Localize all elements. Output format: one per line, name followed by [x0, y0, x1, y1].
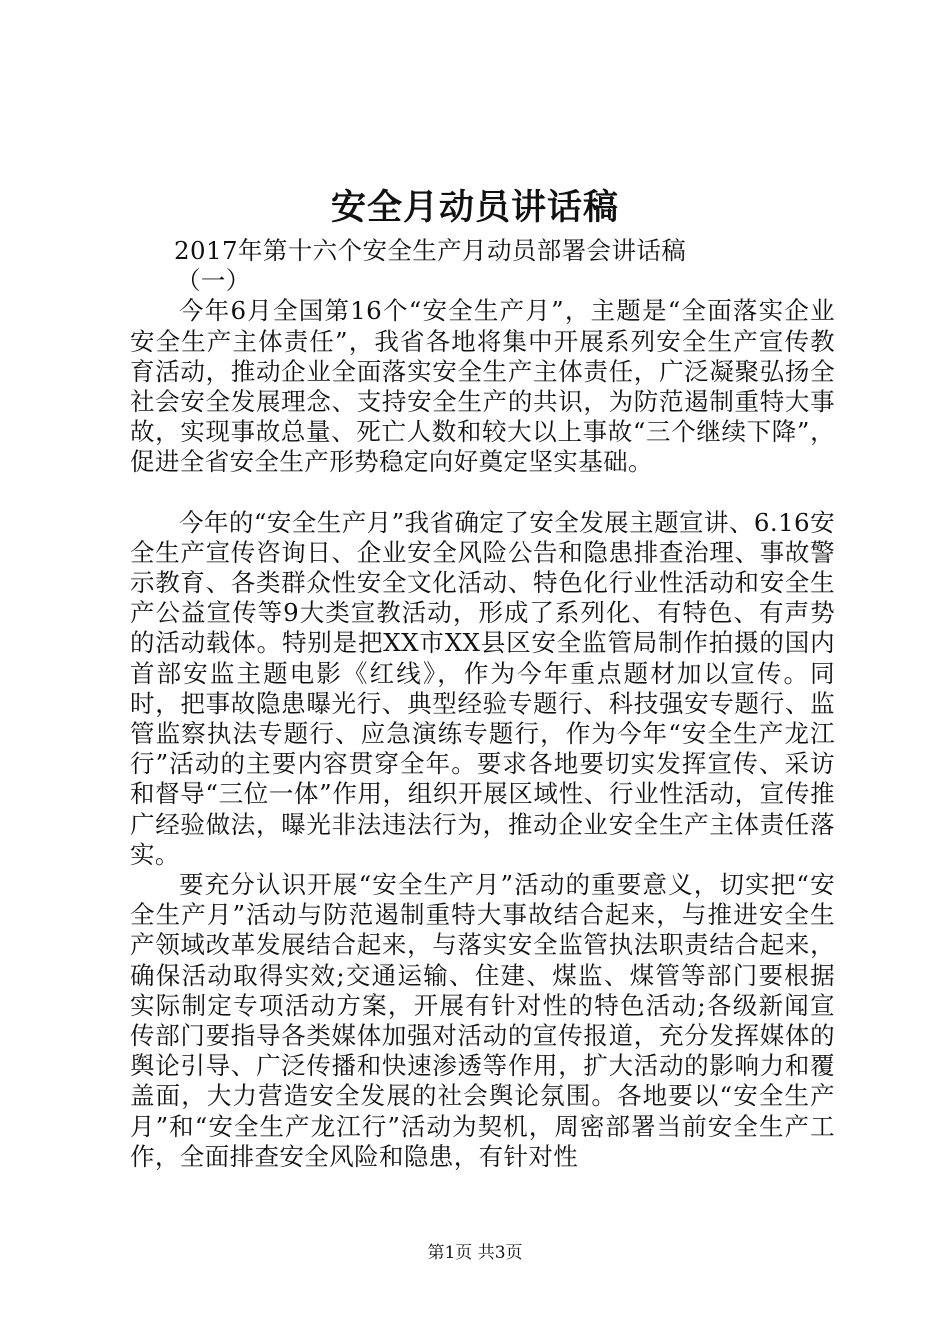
document-subtitle: 2017年第十六个安全生产月动员部署会讲话稿: [174, 236, 687, 265]
paragraph-spacer: [130, 478, 835, 508]
section-marker: （一）: [176, 266, 251, 296]
document-body: [130, 236, 835, 1172]
page-footer: 第1页 共3页: [427, 1243, 523, 1263]
document-title: 安全月动员讲话稿: [330, 187, 619, 228]
paragraph-1: 今年6月全国第16个“安全生产月”，主题是“全面落实企业安全生产主体责任”，我省各地将集中开展系列安全生产宣传教育活动，推动企业全面落实安全生产主体责任，广泛凝聚弘扬全社会安全发展理念、支持安全生产的共识，为防范遏制重特大事故，实现事故总量、死亡人数和较大以上事故“三个继续下降”，促进全省安全生产形势稳定向好奠定坚实基础。: [130, 296, 835, 477]
paragraph-2: 今年的“安全生产月”我省确定了安全发展主题宣讲、6.16安全生产宣传咨询日、企业安全风险公告和隐患排查治理、事故警示教育、各类群众性安全文化活动、特色化行业性活动和安全生产公益宣传等9大类宣教活动，形成了系列化、有特色、有声势的活动载体。特别是把XX市XX县区安全监管局制作拍摄的国内首部安监主题电影《红线》，作为今年重点题材加以宣传。同时，把事故隐患曝光行、典型经验专题行、科技强安专题行、监管监察执法专题行、应急演练专题行，作为今年“安全生产龙江行”活动的主要内容贯穿全年。要求各地要切实发挥宣传、采访和督导“三位一体”作用，组织开展区域性、行业性活动，宣传推广经验做法，曝光非法违法行为，推动企业安全生产主体责任落实。: [130, 507, 835, 869]
paragraph-3: 要充分认识开展“安全生产月”活动的重要意义，切实把“安全生产月”活动与防范遏制重特大事故结合起来，与推进安全生产领域改革发展结合起来，与落实安全监管执法职责结合起来，确保活动取得实效;交通运输、住建、煤监、煤管等部门要根据实际制定专项活动方案，开展有针对性的特色活动;各级新闻宣传部门要指导各类媒体加强对活动的宣传报道，充分发挥媒体的舆论引导、广泛传播和快速渗透等作用，扩大活动的影响力和覆盖面，大力营造安全发展的社会舆论氛围。各地要以“安全生产月”和“安全生产龙江行”活动为契机，周密部署当前安全生产工作，全面排查安全风险和隐患，有针对性: [130, 870, 835, 1171]
